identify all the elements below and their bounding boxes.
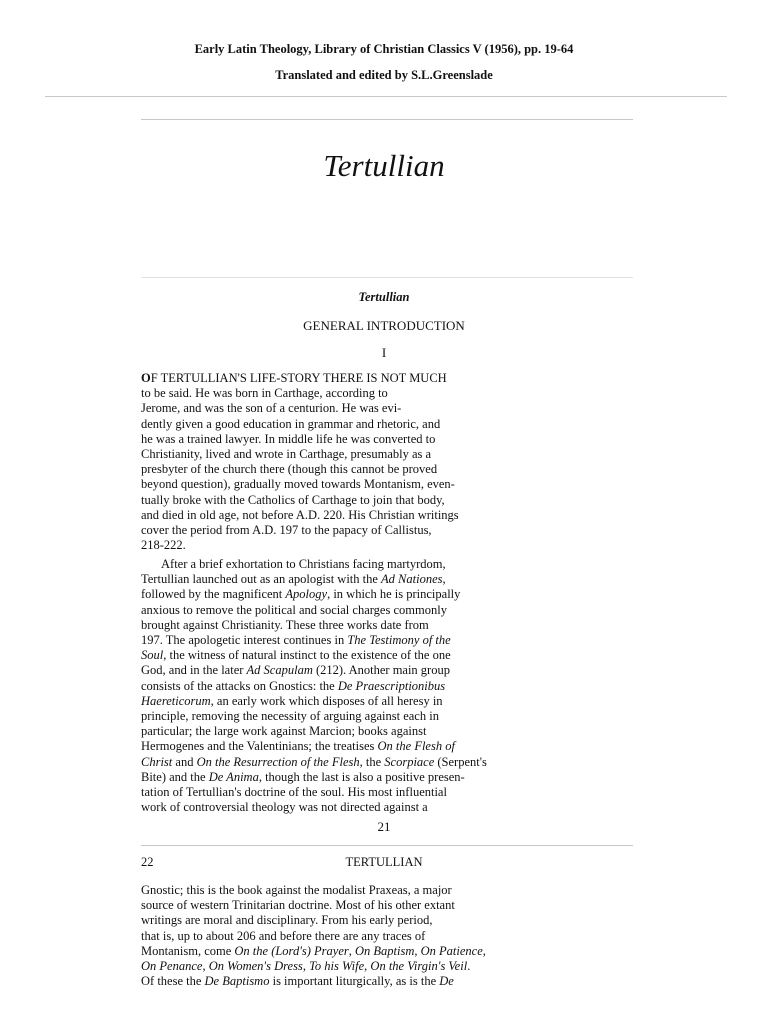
- p2-line: Bite) and the De Anima, though the last is also a positive presen-: [141, 769, 465, 784]
- p3-line: source of western Trinitarian doctrine. Most of his other extant: [141, 898, 455, 913]
- p2-line: Hermogenes and the Valentinians; the treatises On the Flesh of: [141, 739, 455, 754]
- p3-line: that is, up to about 206 and before there are any traces of: [141, 928, 426, 943]
- p2-line: After a brief exhortation to Christians facing martyrdom,: [161, 557, 446, 571]
- p2-line: Soul, the witness of natural instinct to the existence of the one: [141, 648, 451, 663]
- p3-line: Of these the De Baptismo is important liturgically, as is the De: [141, 974, 454, 989]
- p2-line: Christ and On the Resurrection of the Flesh, the Scorpiace (Serpent's: [141, 754, 487, 769]
- work-title: On the Resurrection of the Flesh: [196, 754, 360, 769]
- p1-line: cover the period from A.D. 197 to the papacy of Callistus,: [141, 523, 432, 538]
- p1-line: F TERTULLIAN'S LIFE-STORY THERE IS NOT MUCH: [150, 371, 447, 385]
- work-title: On the Flesh of: [377, 739, 455, 754]
- p2-line: brought against Christianity. These three works date from: [141, 617, 429, 632]
- p2-line: 197. The apologetic interest continues in The Testimony of the: [141, 633, 451, 648]
- work-title: To his Wife: [309, 959, 365, 974]
- paragraph-2: [141, 557, 487, 815]
- section-subheading: GENERAL INTRODUCTION: [303, 318, 465, 333]
- work-title: On Baptism: [355, 943, 415, 958]
- work-title: On Women's Dress: [208, 959, 303, 974]
- p2-line: tation of Tertullian's doctrine of the soul. His most influential: [141, 785, 447, 800]
- work-title: Ad Nationes: [381, 572, 443, 587]
- page-number-22: 22: [141, 855, 154, 869]
- work-title: On the (Lord's) Prayer: [234, 943, 349, 958]
- p2-line: consists of the attacks on Gnostics: the De Praescriptionibus: [141, 678, 446, 693]
- page-break-divider: [141, 845, 633, 846]
- title-top-divider: [141, 119, 633, 120]
- work-title: Soul: [141, 648, 164, 663]
- drop-lead-letter: O: [141, 371, 151, 385]
- work-title: Apology: [285, 587, 328, 602]
- p2-line: particular; the large work against Marcion; books against: [141, 724, 427, 739]
- p2-line: principle, removing the necessity of arguing against each in: [141, 709, 439, 724]
- work-title: De Anima: [208, 769, 259, 784]
- p2-line: anxious to remove the political and social charges commonly: [141, 602, 447, 617]
- p3-line: writings are moral and disciplinary. From his early period,: [141, 913, 433, 928]
- paragraph-3: [141, 883, 486, 989]
- section-heading: Tertullian: [358, 290, 410, 304]
- work-title: Scorpiace: [384, 754, 435, 769]
- section-numeral: I: [381, 345, 387, 360]
- work-title: On Patience: [420, 943, 483, 958]
- p1-line: to be said. He was born in Carthage, according to: [141, 386, 388, 401]
- work-title: On the Virgin's Veil: [370, 959, 468, 974]
- work-title: De: [439, 974, 454, 989]
- work-title: The Testimony of the: [347, 633, 451, 648]
- p2-line: Tertullian launched out as an apologist with the Ad Nationes,: [141, 572, 446, 587]
- p2-line: followed by the magnificent Apology, in which he is principally: [141, 587, 461, 602]
- p2-line: God, and in the later Ad Scapulam (212). Another main group: [141, 663, 450, 678]
- p3-line: On Penance, On Women's Dress, To his Wife, On the Virgin's Veil.: [141, 959, 471, 974]
- paragraph-1: [141, 371, 459, 553]
- p1-line: tually broke with the Catholics of Carthage to join that body,: [141, 492, 445, 507]
- title-bottom-divider: [141, 277, 633, 278]
- header-translator-line: Translated and edited by S.L.Greenslade: [275, 68, 493, 82]
- work-title: Haereticorum: [141, 693, 211, 708]
- p1-line: and died in old age, not before A.D. 220. His Christian writings: [141, 507, 459, 522]
- page-title: Tertullian: [323, 148, 445, 183]
- header-source-line: Early Latin Theology, Library of Christian Classics V (1956), pp. 19-64: [194, 42, 574, 56]
- p2-line: work of controversial theology was not directed against a: [141, 800, 428, 815]
- p1-line: presbyter of the church there (though this cannot be proved: [141, 462, 438, 477]
- work-title: Ad Scapulam: [246, 663, 313, 678]
- header-divider: [45, 96, 727, 97]
- p3-line: Montanism, come On the (Lord's) Prayer, On Baptism, On Patience,: [141, 943, 486, 958]
- p1-line: he was a trained lawyer. In middle life he was converted to: [141, 431, 436, 446]
- work-title: Christ: [141, 754, 173, 769]
- p1-line: Christianity, lived and wrote in Carthage, presumably as a: [141, 447, 432, 462]
- running-head: TERTULLIAN: [345, 855, 423, 869]
- work-title: On Penance: [141, 959, 203, 974]
- p1-line: Jerome, and was the son of a centurion. He was evi-: [141, 401, 402, 416]
- p1-line: 218-222.: [141, 538, 186, 553]
- work-title: De Baptismo: [204, 974, 270, 989]
- p1-line: dently given a good education in grammar and rhetoric, and: [141, 416, 441, 431]
- work-title: De Praescriptionibus: [337, 678, 446, 693]
- page-number-21: 21: [377, 819, 391, 834]
- p2-line: Haereticorum, an early work which disposes of all heresy in: [141, 693, 443, 708]
- p1-line: beyond question), gradually moved towards Montanism, even-: [141, 477, 455, 492]
- p3-line: Gnostic; this is the book against the modalist Praxeas, a major: [141, 883, 452, 897]
